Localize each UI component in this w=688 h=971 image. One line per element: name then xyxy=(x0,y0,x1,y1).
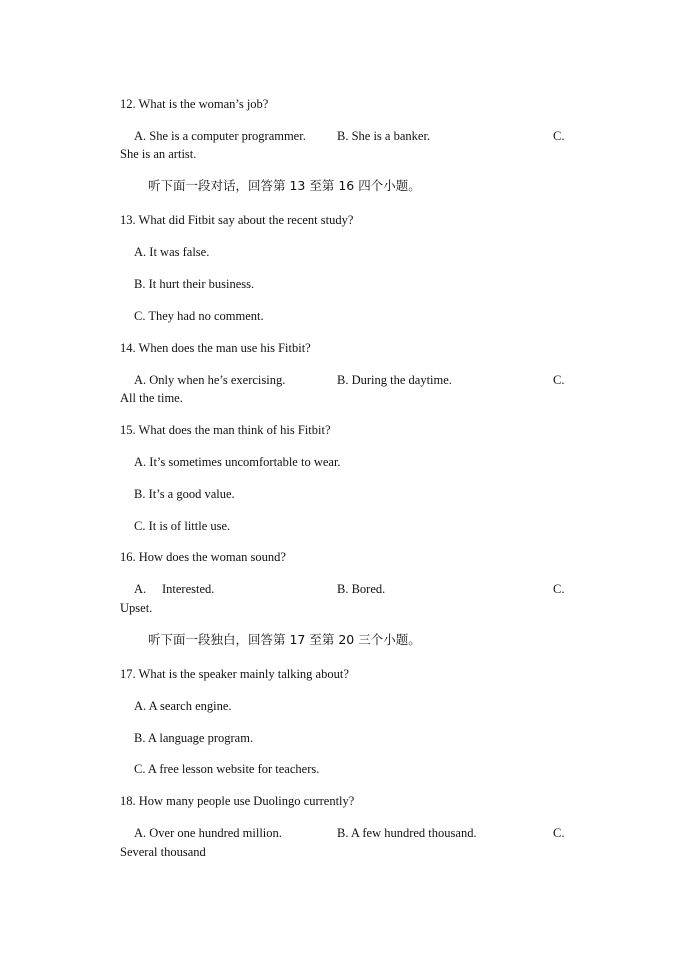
q16-option-a xyxy=(134,581,214,597)
q15-option-b: B. It’s a good value. xyxy=(134,487,235,501)
section-heading-17-20: 听下面一段独白，回答第 17 至第 20 三个小题。 xyxy=(148,632,421,647)
q16-option-a-text: Interested. xyxy=(162,582,215,596)
q13-option-b: B. It hurt their business. xyxy=(134,277,255,291)
q16-option-b: B. Bored. xyxy=(337,582,386,596)
question-14: 14. When does the man use his Fitbit? xyxy=(120,341,311,355)
question-18: 18. How many people use Duolingo currently? xyxy=(120,794,355,808)
question-12: 12. What is the woman’s job? xyxy=(120,97,269,111)
q12-option-c-label: C. xyxy=(553,129,565,143)
question-13: 13. What did Fitbit say about the recent study? xyxy=(120,213,354,227)
q16-option-a-label: A. xyxy=(134,582,147,596)
q18-option-c-text: Several thousand xyxy=(120,845,206,859)
q18-option-c-label: C. xyxy=(553,826,565,840)
q13-option-c: C. They had no comment. xyxy=(134,309,264,323)
question-16: 16. How does the woman sound? xyxy=(120,550,286,564)
q14-option-c-text: All the time. xyxy=(120,391,183,405)
q14-option-b: B. During the daytime. xyxy=(337,373,452,387)
section-heading-13-16: 听下面一段对话，回答第 13 至第 16 四个小题。 xyxy=(148,178,421,193)
q12-option-c-text: She is an artist. xyxy=(120,147,197,161)
q12-option-a: A. She is a computer programmer. xyxy=(134,129,306,143)
q17-option-a: A. A search engine. xyxy=(134,699,232,713)
q16-option-c-label: C. xyxy=(553,582,565,596)
q13-option-a: A. It was false. xyxy=(134,245,210,259)
q15-option-a: A. It’s sometimes uncomfortable to wear. xyxy=(134,455,341,469)
q18-option-b: B. A few hundred thousand. xyxy=(337,826,477,840)
question-15: 15. What does the man think of his Fitbit? xyxy=(120,423,331,437)
q17-option-c: C. A free lesson website for teachers. xyxy=(134,762,320,776)
q16-option-c-text: Upset. xyxy=(120,601,153,615)
q17-option-b: B. A language program. xyxy=(134,731,254,745)
question-17: 17. What is the speaker mainly talking about? xyxy=(120,667,349,681)
q18-option-a: A. Over one hundred million. xyxy=(134,826,282,840)
q15-option-c: C. It is of little use. xyxy=(134,519,231,533)
q14-option-a: A. Only when he’s exercising. xyxy=(134,373,286,387)
q12-option-b: B. She is a banker. xyxy=(337,129,431,143)
q14-option-c-label: C. xyxy=(553,373,565,387)
